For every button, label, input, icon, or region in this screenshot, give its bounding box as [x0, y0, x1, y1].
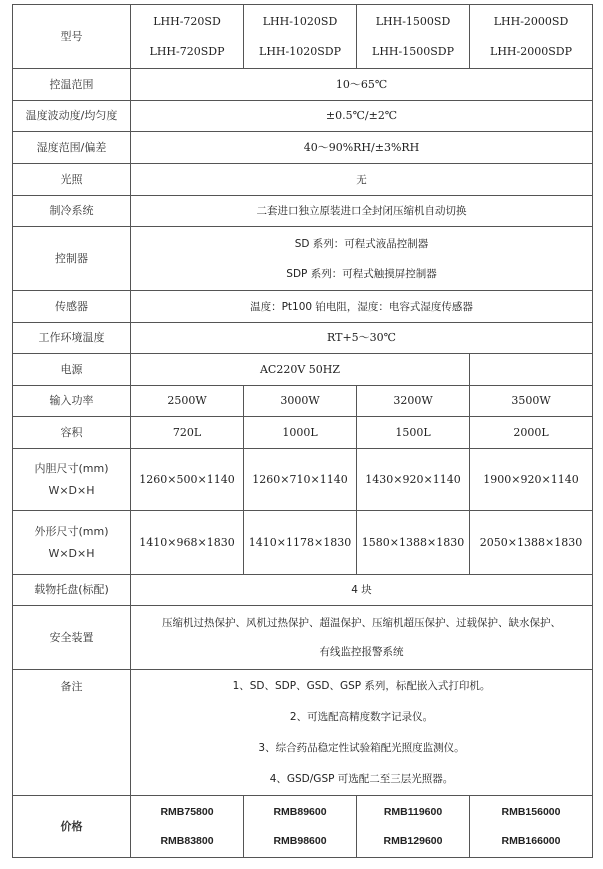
- value-outer-size: 1580×1388×1830: [357, 511, 470, 575]
- model-cell: [357, 5, 470, 69]
- label-model: 型号: [13, 5, 131, 69]
- label-light: 光照: [13, 164, 131, 196]
- price-sd: RMB89600: [273, 805, 327, 818]
- row-model: [13, 5, 593, 69]
- model-cell: [244, 5, 357, 69]
- value-safety: [131, 606, 593, 670]
- model-sdp: LHH-2000SDP: [490, 44, 572, 58]
- row-inner-size: [13, 449, 593, 511]
- label-tray: 载物托盘(标配): [13, 575, 131, 606]
- label-outer-size: [13, 511, 131, 575]
- price-sdp: RMB166000: [501, 834, 561, 847]
- row-notes: [13, 670, 593, 796]
- note-line: 3、综合药品稳定性试验箱配光照度监测仪。: [258, 741, 465, 754]
- row-safety: [13, 606, 593, 670]
- row-temp-fluct: [13, 101, 593, 132]
- row-humidity: [13, 132, 593, 164]
- model-sd: LHH-720SD: [153, 14, 221, 28]
- row-temp-range: [13, 69, 593, 101]
- price-sd: RMB75800: [160, 805, 214, 818]
- value-inner-size: 1430×920×1140: [357, 449, 470, 511]
- value-sensor: 温度：Pt100 铂电阻，湿度：电容式湿度传感器: [131, 291, 593, 323]
- value-outer-size: 1410×1178×1830: [244, 511, 357, 575]
- value-volume: 1500L: [357, 417, 470, 449]
- value-volume: 1000L: [244, 417, 357, 449]
- empty-cell: [470, 354, 593, 386]
- model-sdp: LHH-720SDP: [149, 44, 225, 58]
- value-input-power: 2500W: [131, 386, 244, 417]
- spec-table: [12, 4, 593, 858]
- row-power: [13, 354, 593, 386]
- note-line: 2、可选配高精度数字记录仪。: [289, 710, 434, 723]
- model-sd: LHH-2000SD: [493, 14, 569, 28]
- value-temp-range: 10～65℃: [131, 69, 593, 101]
- label-volume: 容积: [13, 417, 131, 449]
- value-outer-size: 1410×968×1830: [131, 511, 244, 575]
- price-sdp: RMB83800: [160, 834, 214, 847]
- outer-size-title: 外形尺寸(mm): [34, 524, 109, 538]
- label-sensor: 传感器: [13, 291, 131, 323]
- inner-size-sublabel: W×D×H: [48, 483, 95, 497]
- value-input-power: 3000W: [244, 386, 357, 417]
- label-safety: 安全装置: [13, 606, 131, 670]
- row-tray: [13, 575, 593, 606]
- value-input-power: 3500W: [470, 386, 593, 417]
- row-outer-size: [13, 511, 593, 575]
- value-light: 无: [131, 164, 593, 196]
- row-light: [13, 164, 593, 196]
- price-sdp: RMB129600: [383, 834, 443, 847]
- row-sensor: [13, 291, 593, 323]
- value-notes: [131, 670, 593, 796]
- row-price: [13, 796, 593, 858]
- value-controller: [131, 227, 593, 291]
- value-tray: 4 块: [131, 575, 593, 606]
- inner-size-title: 内胆尺寸(mm): [34, 461, 109, 475]
- model-cell: [131, 5, 244, 69]
- model-sdp: LHH-1500SDP: [372, 44, 454, 58]
- price-cell: [244, 796, 357, 858]
- value-input-power: 3200W: [357, 386, 470, 417]
- model-sd: LHH-1020SD: [262, 14, 338, 28]
- row-cooling: [13, 196, 593, 227]
- label-price: 价格: [13, 796, 131, 858]
- label-temp-range: 控温范围: [13, 69, 131, 101]
- price-cell: [131, 796, 244, 858]
- row-env-temp: [13, 323, 593, 354]
- value-cooling: 二套进口独立原装进口全封闭压缩机自动切换: [131, 196, 593, 227]
- value-volume: 720L: [131, 417, 244, 449]
- label-cooling: 制冷系统: [13, 196, 131, 227]
- note-line: 1、SD、SDP、GSD、GSP 系列，标配嵌入式打印机。: [232, 679, 491, 692]
- label-env-temp: 工作环境温度: [13, 323, 131, 354]
- value-volume: 2000L: [470, 417, 593, 449]
- label-notes: 备注: [13, 670, 131, 796]
- value-inner-size: 1260×500×1140: [131, 449, 244, 511]
- value-env-temp: RT+5～30℃: [131, 323, 593, 354]
- label-inner-size: [13, 449, 131, 511]
- value-inner-size: 1900×920×1140: [470, 449, 593, 511]
- value-outer-size: 2050×1388×1830: [470, 511, 593, 575]
- price-sd: RMB156000: [501, 805, 561, 818]
- row-controller: [13, 227, 593, 291]
- label-input-power: 输入功率: [13, 386, 131, 417]
- value-humidity: 40～90%RH/±3%RH: [131, 132, 593, 164]
- model-sd: LHH-1500SD: [375, 14, 451, 28]
- value-inner-size: 1260×710×1140: [244, 449, 357, 511]
- label-controller: 控制器: [13, 227, 131, 291]
- safety-line: 有线监控报警系统: [319, 645, 404, 658]
- price-sd: RMB119600: [383, 805, 443, 818]
- label-humidity: 湿度范围/偏差: [13, 132, 131, 164]
- value-temp-fluct: ±0.5℃/±2℃: [131, 101, 593, 132]
- row-volume: [13, 417, 593, 449]
- safety-line: 压缩机过热保护、风机过热保护、超温保护、压缩机超压保护、过载保护、缺水保护、: [162, 616, 561, 629]
- price-cell: [357, 796, 470, 858]
- model-sdp: LHH-1020SDP: [259, 44, 341, 58]
- label-temp-fluct: 温度波动度/均匀度: [13, 101, 131, 132]
- controller-sd: SD 系列：可程式液晶控制器: [294, 237, 429, 250]
- price-cell: [470, 796, 593, 858]
- controller-sdp: SDP 系列：可程式触摸屏控制器: [286, 267, 437, 280]
- value-power: AC220V 50HZ: [131, 354, 470, 386]
- model-cell: [470, 5, 593, 69]
- row-input-power: [13, 386, 593, 417]
- note-line: 4、GSD/GSP 可选配二至三层光照器。: [269, 772, 454, 785]
- outer-size-sublabel: W×D×H: [48, 546, 95, 560]
- label-power: 电源: [13, 354, 131, 386]
- price-sdp: RMB98600: [273, 834, 327, 847]
